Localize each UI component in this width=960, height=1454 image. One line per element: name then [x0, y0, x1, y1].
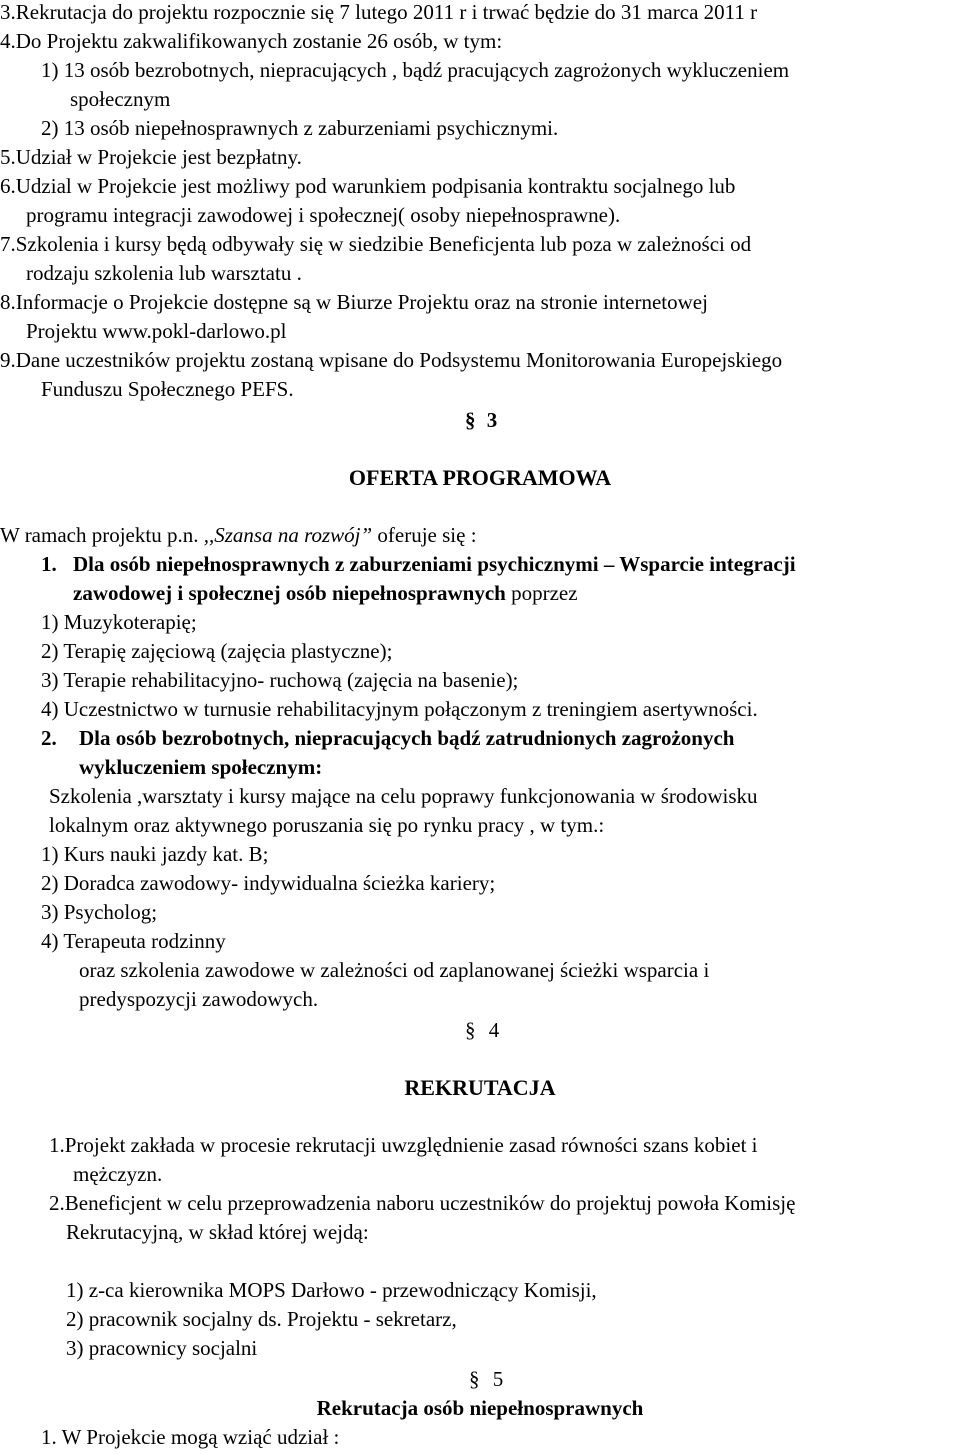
section-symbol: §: [465, 408, 476, 432]
list-item: 2) pracownik socjalny ds. Projektu - sekretarz,: [66, 1307, 457, 1331]
section-5-point-1: 1. W Projekcie mogą wziąć udział :: [41, 1425, 340, 1449]
paragraph-7: 7.Szkolenia i kursy będą odbywały się w siedzibie Beneficjenta lub poza w zależności od: [0, 232, 752, 256]
offer-2-text-continuation: lokalnym oraz aktywnego poruszania się po rynku pracy , w tym.:: [49, 813, 605, 837]
section-4-number: [465, 1016, 499, 1045]
recruitment-point-1: 1.Projekt zakłada w procesie rekrutacji uwzględnienie zasad równości szans kobiet i: [49, 1133, 758, 1157]
offer-1-title: Dla osób niepełnosprawnych z zaburzeniami psychicznymi – Wsparcie integracji: [73, 552, 796, 576]
offer-2-text: Szkolenia ,warsztaty i kursy mające na celu poprawy funkcjonowania w środowisku: [49, 784, 758, 808]
list-item: 1) Muzykoterapię;: [41, 610, 197, 634]
paragraph-4: 4.Do Projektu zakwalifikowanych zostanie 26 osób, w tym:: [0, 29, 503, 53]
list-item: 1) Kurs nauki jazdy kat. B;: [41, 842, 269, 866]
list-item: 1) z-ca kierownika MOPS Darłowo - przewodniczący Komisji,: [66, 1278, 597, 1302]
list-item: 3) Terapie rehabilitacyjno- ruchową (zajęcia na basenie);: [41, 668, 519, 692]
section-5-heading: Rekrutacja osób niepełnosprawnych: [316, 1396, 644, 1420]
list-item: 2) Doradca zawodowy- indywidualna ścieżka kariery;: [41, 871, 496, 895]
list-item: 1) 13 osób bezrobotnych, niepracujących , bądź pracujących zagrożonych wykluczeniem: [41, 58, 790, 82]
list-item-continuation: społecznym: [70, 87, 171, 111]
section-number: 4: [488, 1018, 500, 1042]
offer-2-title-continuation: wykluczeniem społecznym:: [79, 755, 323, 779]
list-item: 3) Psycholog;: [41, 900, 158, 924]
list-item: 3) pracownicy socjalni: [66, 1336, 258, 1360]
recruitment-point-2-continuation: Rekrutacyjną, w skład której wejdą:: [66, 1220, 369, 1244]
section-symbol: §: [465, 1018, 476, 1042]
recruitment-point-1-continuation: mężczyzn.: [73, 1162, 163, 1186]
paragraph-8-continuation: Projektu www.pokl-darlowo.pl: [26, 319, 287, 343]
offer-1-title-continuation: zawodowej i społecznej osób niepełnosprawnych poprzez: [73, 581, 578, 605]
paragraph-5: 5.Udział w Projekcie jest bezpłatny.: [0, 145, 302, 169]
paragraph-7-continuation: rodzaju szkolenia lub warsztatu .: [26, 261, 302, 285]
list-item: 2) 13 osób niepełnosprawnych z zaburzeniami psychicznymi.: [41, 116, 559, 140]
paragraph-6-continuation: programu integracji zawodowej i społecznej( osoby niepełnosprawne).: [26, 203, 621, 227]
section-4-heading: REKRUTACJA: [404, 1075, 556, 1100]
paragraph-9-continuation: Funduszu Społecznego PEFS.: [41, 377, 294, 401]
list-item: 4) Terapeuta rodzinny: [41, 929, 226, 953]
project-name: ,,Szansa na rozwój”: [203, 523, 373, 547]
section-number: 3: [486, 408, 498, 432]
offer-2-after: oraz szkolenia zawodowe w zależności od zaplanowanej ścieżki wsparcia i: [79, 958, 710, 982]
paragraph-9: 9.Dane uczestników projektu zostaną wpisane do Podsystemu Monitorowania Europejskiego: [0, 348, 783, 372]
offer-2-title: Dla osób bezrobotnych, niepracujących bądź zatrudnionych zagrożonych: [79, 726, 735, 750]
section-symbol: §: [469, 1367, 480, 1391]
offer-2-after-continuation: predyspozycji zawodowych.: [79, 987, 319, 1011]
section-number: 5: [492, 1367, 504, 1391]
paragraph-8: 8.Informacje o Projekcie dostępne są w Biurze Projektu oraz na stronie internetowej: [0, 290, 708, 314]
offer-intro: W ramach projektu p.n. ,,Szansa na rozwój” oferuje się :: [0, 523, 477, 547]
paragraph-6: 6.Udzial w Projekcie jest możliwy pod warunkiem podpisania kontraktu socjalnego lub: [0, 174, 736, 198]
list-item: 2) Terapię zajęciową (zajęcia plastyczne);: [41, 639, 393, 663]
section-3-number: [465, 406, 497, 435]
list-item: 4) Uczestnictwo w turnusie rehabilitacyjnym połączonym z treningiem asertywności.: [41, 697, 758, 721]
recruitment-point-2: 2.Beneficjent w celu przeprowadzenia naboru uczestników do projektuj powoła Komisję: [49, 1191, 796, 1215]
section-5-number: [469, 1365, 503, 1394]
paragraph-3: 3.Rekrutacja do projektu rozpocznie się 7 lutego 2011 r i trwać będzie do 31 marca 2011 r: [0, 0, 758, 24]
section-3-heading: OFERTA PROGRAMOWA: [348, 465, 612, 490]
offer-1-number: 1.: [41, 552, 57, 576]
offer-2-number: 2.: [41, 726, 57, 750]
